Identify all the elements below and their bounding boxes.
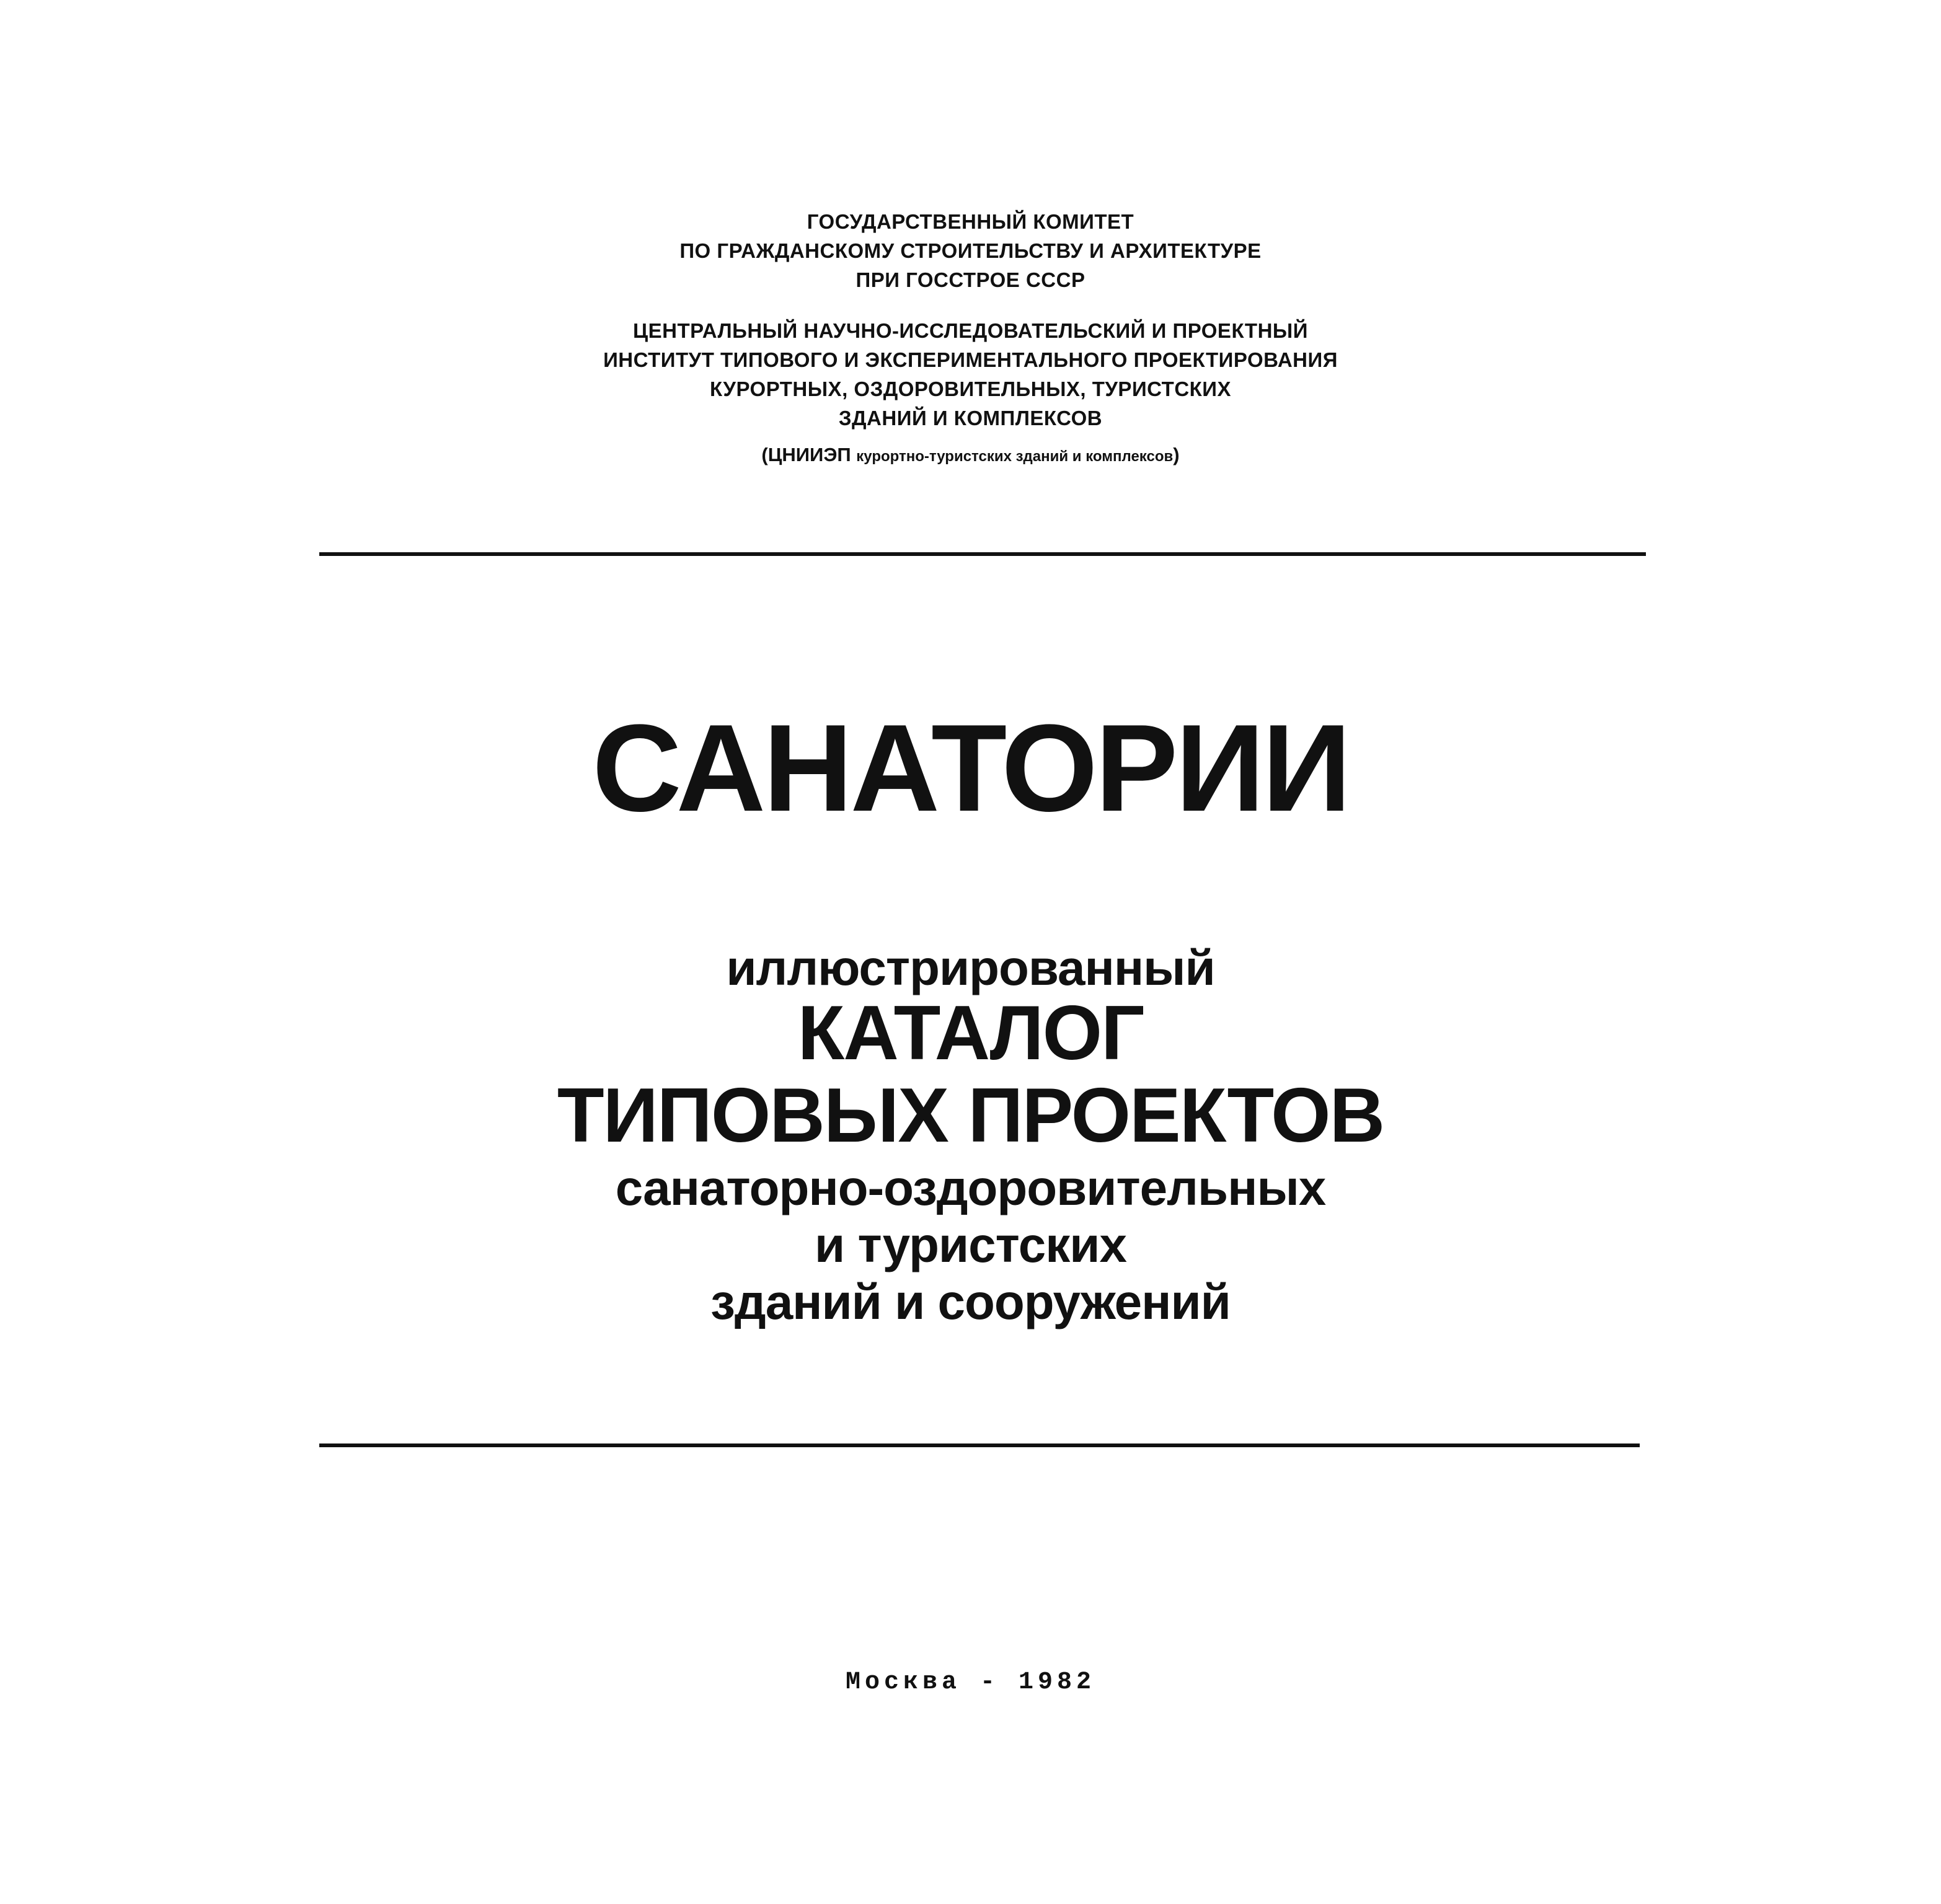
- subtitle-sanatorium: санаторно-оздоровительных: [615, 1160, 1326, 1215]
- institute-line-1: ЦЕНТРАЛЬНЫЙ НАУЧНО-ИССЛЕДОВАТЕЛЬСКИЙ И ПРОЕКТНЫЙ: [633, 319, 1308, 342]
- imprint-place-year: Москва - 1982: [845, 1668, 1096, 1696]
- institute-abbreviation: [0, 441, 1941, 470]
- committee-line-3: ПРИ ГОССТРОЕ СССР: [856, 268, 1085, 291]
- main-title: САНАТОРИИ: [592, 699, 1349, 837]
- committee-line-1: ГОСУДАРСТВЕННЫЙ КОМИТЕТ: [807, 210, 1134, 233]
- committee-line-2: ПО ГРАЖДАНСКОМУ СТРОИТЕЛЬСТВУ И АРХИТЕКТУРЕ: [679, 239, 1262, 262]
- subtitle-buildings: зданий и сооружений: [710, 1274, 1231, 1329]
- institute-line-2: ИНСТИТУТ ТИПОВОГО И ЭКСПЕРИМЕНТАЛЬНОГО ПРОЕКТИРОВАНИЯ: [603, 348, 1338, 371]
- abbreviation-text: курортно-туристских зданий и комплексов: [856, 448, 1174, 465]
- subtitle-tourist: и туристских: [815, 1217, 1126, 1272]
- abbreviation-suffix: ): [1173, 444, 1180, 465]
- institute-name: [0, 316, 1941, 433]
- subtitle-typical-projects: ТИПОВЫХ ПРОЕКТОВ: [557, 1073, 1384, 1158]
- committee-name: [0, 207, 1941, 294]
- abbreviation-prefix: (ЦНИИЭП: [761, 444, 851, 465]
- institute-line-3: КУРОРТНЫХ, ОЗДОРОВИТЕЛЬНЫХ, ТУРИСТСКИХ: [709, 377, 1232, 400]
- bottom-divider: [319, 1443, 1640, 1447]
- subtitle-adjective: иллюстрированный: [726, 940, 1215, 995]
- subtitle-catalog: КАТАЛОГ: [797, 990, 1144, 1076]
- institute-line-4: ЗДАНИЙ И КОМПЛЕКСОВ: [838, 407, 1103, 430]
- top-divider: [319, 552, 1646, 556]
